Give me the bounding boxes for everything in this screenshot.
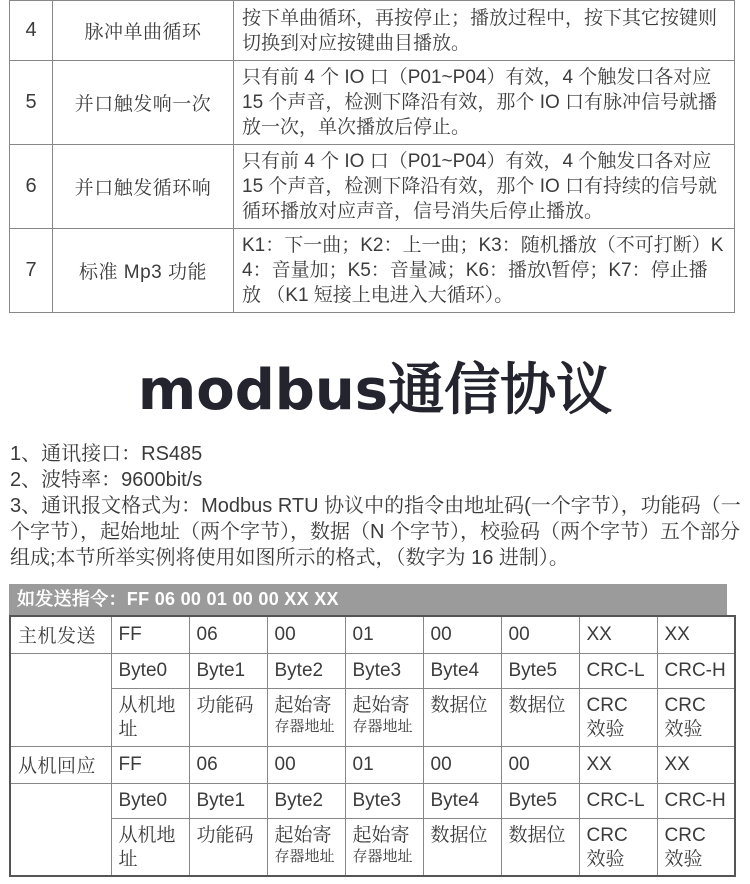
byte-label-cell: Byte0 — [111, 653, 189, 688]
field-label-line1: 起始寄 — [352, 694, 410, 716]
field-label-line2: 存器地址 — [274, 717, 335, 735]
hex-value-cell: XX — [657, 616, 735, 653]
function-name: 标准 Mp3 功能 — [53, 229, 234, 313]
function-row — [10, 1, 735, 61]
field-label-line2: 存器地址 — [352, 847, 413, 865]
hex-value-cell: 00 — [501, 746, 579, 783]
function-row-number: 7 — [10, 229, 53, 313]
slave-field-row — [10, 818, 735, 876]
hex-value-cell: 00 — [267, 746, 345, 783]
field-label-cell — [657, 688, 735, 746]
field-label-cell — [345, 688, 423, 746]
byte-label-cell: Byte3 — [345, 653, 423, 688]
function-row — [10, 229, 735, 313]
field-label-line1: CRC — [586, 694, 628, 716]
field-label-cell — [501, 818, 579, 876]
protocol-title: modbus通信协议 — [137, 358, 613, 423]
field-label-line1: 功能码 — [196, 824, 254, 846]
byte-label-cell: Byte4 — [423, 653, 501, 688]
field-label-line1: 数据位 — [430, 824, 488, 846]
field-label-line2: 存器地址 — [352, 717, 413, 735]
field-label-line2: 效验 — [664, 848, 703, 870]
modbus-table — [9, 615, 736, 877]
function-desc: K1：下一曲；K2：上一曲；K3：随机播放（不可打断）K4：音量加；K5：音量减；K6：播放\暂停；K7：停止播放 （K1 短接上电进入大循环）。 — [234, 229, 735, 313]
hex-value-cell: 06 — [189, 746, 267, 783]
byte-label-cell: Byte0 — [111, 783, 189, 818]
byte-label-cell: Byte3 — [345, 783, 423, 818]
field-label-line2: 效验 — [664, 718, 703, 740]
function-row-number: 4 — [10, 1, 53, 61]
function-name: 并口触发响一次 — [53, 61, 234, 145]
field-label-line1: 功能码 — [196, 694, 254, 716]
byte-label-cell: Byte1 — [189, 653, 267, 688]
field-label-cell — [189, 818, 267, 876]
hex-value-cell: FF — [111, 616, 189, 653]
function-row — [10, 61, 735, 145]
hex-value-cell: 00 — [423, 746, 501, 783]
field-label-cell — [501, 688, 579, 746]
field-label-line1: 数据位 — [508, 694, 566, 716]
field-label-cell — [657, 818, 735, 876]
function-row-number: 5 — [10, 61, 53, 145]
field-label-line2: 址 — [118, 718, 138, 740]
host-field-row — [10, 688, 735, 746]
hex-value-cell: FF — [111, 746, 189, 783]
hex-value-cell: 01 — [345, 616, 423, 653]
byte-label-cell: Byte1 — [189, 783, 267, 818]
byte-label-cell: CRC-L — [579, 783, 657, 818]
byte-label-cell: Byte2 — [267, 783, 345, 818]
note-line: 1、通讯接口：RS485 — [10, 443, 203, 465]
field-label-cell — [579, 688, 657, 746]
field-label-cell — [189, 688, 267, 746]
function-name: 并口触发循环响 — [53, 145, 234, 229]
hex-value-cell: 01 — [345, 746, 423, 783]
hex-value-cell: 00 — [267, 616, 345, 653]
note-line: 2、波特率：9600bit/s — [10, 469, 203, 491]
field-label-line2: 址 — [118, 848, 138, 870]
slave-byte-row — [10, 783, 735, 818]
slave-response-row — [10, 746, 735, 783]
field-label-cell — [345, 818, 423, 876]
command-caption: 如发送指令：FF 06 00 01 00 00 XX XX — [9, 584, 727, 615]
field-label-line1: 起始寄 — [352, 824, 410, 846]
host-byte-row — [10, 653, 735, 688]
field-label-line2: 效验 — [586, 848, 625, 870]
field-label-cell — [267, 688, 345, 746]
spacer-cell — [10, 783, 111, 876]
note-line: 3、通讯报文格式为：Modbus RTU 协议中的指令由地址码(一个字节），功能码（一个字节），起始地址（两个字节），数据（N 个字节），校验码（两个字节）五个部分组成;本节所举实例将使用如图所示的格式，（数字为 16 进制）。 — [10, 495, 741, 569]
field-label-cell — [423, 818, 501, 876]
field-label-line2: 效验 — [586, 718, 625, 740]
field-label-cell — [423, 688, 501, 746]
hex-value-cell: 00 — [423, 616, 501, 653]
field-label-cell — [111, 818, 189, 876]
field-label-line1: CRC — [586, 824, 628, 846]
field-label-line1: 起始寄 — [274, 824, 332, 846]
field-label-line1: 数据位 — [508, 824, 566, 846]
function-row — [10, 145, 735, 229]
byte-label-cell: Byte2 — [267, 653, 345, 688]
function-table — [9, 0, 735, 313]
function-desc: 只有前 4 个 IO 口（P01~P04）有效，4 个触发口各对应 15 个声音，检测下降沿有效，那个 IO 口有持续的信号就循环播放对应声音，信号消失后停止播放。 — [234, 145, 735, 229]
field-label-line1: 数据位 — [430, 694, 488, 716]
host-send-row — [10, 616, 735, 653]
byte-label-cell: Byte4 — [423, 783, 501, 818]
function-row-number: 6 — [10, 145, 53, 229]
byte-label-cell: Byte5 — [501, 783, 579, 818]
hex-value-cell: XX — [579, 746, 657, 783]
function-name: 脉冲单曲循环 — [53, 1, 234, 61]
field-label-line2: 存器地址 — [274, 847, 335, 865]
byte-label-cell: CRC-H — [657, 783, 735, 818]
host-row-label: 主机发送 — [10, 616, 111, 653]
hex-value-cell: 06 — [189, 616, 267, 653]
notes — [10, 441, 744, 571]
spacer-cell — [10, 653, 111, 746]
field-label-cell — [111, 688, 189, 746]
hex-value-cell: XX — [579, 616, 657, 653]
byte-label-cell: CRC-L — [579, 653, 657, 688]
function-desc: 只有前 4 个 IO 口（P01~P04）有效，4 个触发口各对应 15 个声音，检测下降沿有效，那个 IO 口有脉冲信号就播放一次，单次播放后停止。 — [234, 61, 735, 145]
slave-row-label: 从机回应 — [10, 746, 111, 783]
byte-label-cell: CRC-H — [657, 653, 735, 688]
field-label-line1: 从机地 — [118, 694, 176, 716]
hex-value-cell: 00 — [501, 616, 579, 653]
field-label-line1: CRC — [664, 694, 706, 716]
byte-label-cell: Byte5 — [501, 653, 579, 688]
function-desc: 按下单曲循环，再按停止；播放过程中，按下其它按键则切换到对应按键曲目播放。 — [234, 1, 735, 61]
field-label-cell — [267, 818, 345, 876]
hex-value-cell: XX — [657, 746, 735, 783]
field-label-line1: 从机地 — [118, 824, 176, 846]
field-label-line1: 起始寄 — [274, 694, 332, 716]
field-label-line1: CRC — [664, 824, 706, 846]
field-label-cell — [579, 818, 657, 876]
